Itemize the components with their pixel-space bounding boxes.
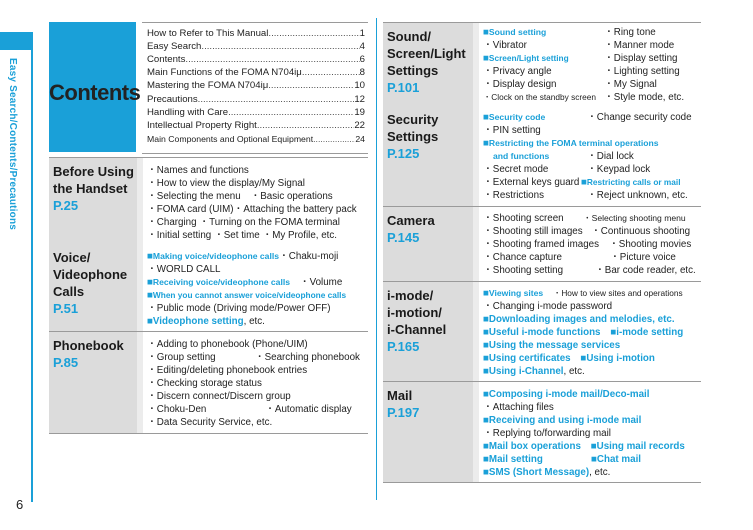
topic-line: ・Group setting ・Searching phonebook: [147, 352, 360, 363]
topic-line: ■Receiving voice/videophone calls ・Volume: [147, 277, 343, 288]
topic-line: ・FOMA card (UIM)・Attaching the battery pack: [147, 204, 357, 215]
topic-line: and functions: [493, 151, 550, 161]
topic-line: ・Clock on the standby screen: [483, 92, 596, 102]
topic-line: ・Editing/deleting phonebook entries: [147, 365, 308, 376]
toc-item[interactable]: How to Refer to This Manual ..... 1: [147, 28, 365, 40]
section-body: [473, 106, 701, 206]
section-page-link: P.85: [53, 355, 79, 370]
topic-line: ・Adding to phonebook (Phone/UIM): [147, 339, 308, 350]
topic-line: ■Videophone setting, etc.: [147, 316, 265, 327]
topic-line: ■When you cannot answer voice/videophone calls: [147, 290, 347, 301]
topic-line: ■Downloading images and melodies, etc.: [483, 314, 675, 325]
topic-line: ・Replying to/forwarding mail: [483, 428, 611, 439]
section-page-link: P.145: [387, 230, 420, 245]
section-label[interactable]: i-mode/ i-motion/ i-Channel P.165: [383, 282, 473, 381]
section-body: [473, 282, 701, 381]
section-body: [137, 244, 368, 331]
topic-line: ・Choku-Den ・Automatic display: [147, 404, 352, 415]
side-tab-line: [31, 32, 33, 502]
topic-line: ・Public mode (Driving mode/Power OFF): [147, 303, 331, 314]
topic-line: ■Using certificates ■Using i-motion: [483, 353, 655, 364]
topic-line: ・Shooting movies: [609, 239, 692, 250]
topic-line: ■Mail box operations ■Using mail records: [483, 441, 685, 452]
section-mail: [383, 382, 701, 483]
topic-line: ・Reject unknown, etc.: [587, 190, 688, 201]
toc-item[interactable]: Precautions ..... 12: [147, 94, 365, 106]
toc-item[interactable]: Contents ..... 6: [147, 54, 365, 66]
topic-line: ・Display design: [483, 79, 557, 90]
topic-line: ■Using i-Channel, etc.: [483, 366, 585, 377]
toc-item[interactable]: Intellectual Property Right ..... 22: [147, 120, 365, 132]
section-phonebook: [49, 332, 368, 434]
topic-line: ・Chance capture: [483, 252, 562, 263]
section-security-settings: [383, 106, 701, 207]
topic-line: ・Keypad lock: [587, 164, 651, 175]
toc-item[interactable]: Main Components and Optional Equipment ..... 24: [147, 133, 365, 145]
topic-line: ・Vibrator: [483, 40, 527, 51]
topic-line: ・Data Security Service, etc.: [147, 417, 273, 428]
section-before-using: [49, 157, 368, 245]
topic-line: ・External keys guard: [483, 177, 580, 188]
section-label[interactable]: Voice/ Videophone Calls P.51: [49, 244, 137, 331]
topic-line: ■Viewing sites ・How to view sites and operations: [483, 288, 683, 299]
section-page-link: P.101: [387, 80, 420, 95]
toc-item[interactable]: Handling with Care ..... 19: [147, 107, 365, 119]
section-label[interactable]: Phonebook P.85: [49, 332, 137, 433]
toc-item[interactable]: Easy Search ..... 4: [147, 41, 365, 53]
topic-line: ・Selecting the menu ・Basic operations: [147, 191, 333, 202]
topic-line: ■Composing i-mode mail/Deco-mail: [483, 389, 650, 400]
toc-item[interactable]: Main Functions of the FOMA N704iμ ..... 8: [147, 67, 365, 79]
section-body: [473, 207, 701, 281]
contents-title: Contents: [49, 80, 141, 105]
topic-line: ・Shooting setting: [483, 265, 564, 276]
section-body: [137, 332, 368, 433]
topic-line: ■SMS (Short Message), etc.: [483, 467, 611, 478]
page-number: 6: [16, 497, 24, 512]
section-page-link: P.125: [387, 146, 420, 161]
topic-line: ・Attaching files: [483, 402, 554, 413]
toc-item[interactable]: Mastering the FOMA N704iμ ..... 10: [147, 80, 365, 92]
topic-line: ・PIN setting: [483, 125, 541, 136]
side-tab-marker: [0, 32, 31, 50]
topic-line: ・Lighting setting: [604, 66, 680, 77]
section-label[interactable]: Mail P.197: [383, 382, 473, 482]
topic-line: ・Manner mode: [604, 40, 675, 51]
topic-line: ・Secret mode: [483, 164, 549, 175]
section-body: [473, 382, 701, 482]
topic-line: ・Bar code reader, etc.: [595, 265, 696, 276]
topic-line: ■Useful i-mode functions ■i-mode setting: [483, 327, 684, 338]
section-label[interactable]: Sound/ Screen/Light Settings P.101: [383, 23, 473, 106]
topic-line: ・Display setting: [604, 53, 678, 64]
topic-line: ・How to view the display/My Signal: [147, 178, 305, 189]
topic-line: ■Sound setting: [483, 27, 547, 38]
section-imode: [383, 282, 701, 382]
side-tab-label: Easy Search/Contents/Precautions: [7, 58, 18, 231]
topic-line: ・Continuous shooting: [591, 226, 691, 237]
topic-line: ■Receiving and using i-mode mail: [483, 415, 642, 426]
topic-line: ・Restrictions: [483, 190, 544, 201]
topic-line: ・Names and functions: [147, 165, 249, 176]
section-label[interactable]: Security Settings P.125: [383, 106, 473, 206]
topic-line: ■Using the message services: [483, 340, 621, 351]
topic-line: ・Shooting framed images: [483, 239, 599, 250]
contents-header-bar: [49, 22, 136, 45]
topic-line: ・Discern connect/Discern group: [147, 391, 291, 402]
topic-line: ■Restricting calls or mail: [581, 177, 681, 188]
topic-line: ■Mail setting: [483, 454, 543, 465]
column-divider: [376, 18, 377, 500]
topic-line: ・Checking storage status: [147, 378, 262, 389]
topic-line: ・Shooting still images: [483, 226, 583, 237]
topic-line: ・Ring tone: [604, 27, 656, 38]
section-label[interactable]: Before Using the Handset P.25: [49, 158, 137, 244]
section-body: [473, 23, 701, 106]
section-page-link: P.165: [387, 339, 420, 354]
topic-line: ・Style mode, etc.: [604, 92, 685, 103]
topic-line: ■Making voice/videophone calls・Chaku-moji: [147, 251, 339, 262]
section-camera: [383, 207, 701, 282]
topic-line: ・WORLD CALL: [147, 264, 221, 275]
topic-line: ■Screen/Light setting: [483, 53, 569, 64]
section-page-link: P.51: [53, 301, 79, 316]
topic-line: ■Security code: [483, 112, 546, 123]
topic-line: ■Chat mail: [591, 454, 642, 465]
topic-line: ・Changing i-mode password: [483, 301, 613, 312]
section-page-link: P.197: [387, 405, 420, 420]
topic-line: ・Shooting screen: [483, 213, 564, 224]
topic-line: ・Dial lock: [587, 151, 634, 162]
section-sound-screen-settings: [383, 22, 701, 107]
section-page-link: P.25: [53, 198, 79, 213]
topic-line: ・Privacy angle: [483, 66, 552, 77]
table-of-contents: [142, 22, 368, 154]
topic-line: ・Initial setting ・Set time ・My Profile, etc.: [147, 230, 338, 241]
topic-line: ■Restricting the FOMA terminal operations: [483, 138, 659, 149]
topic-line: ・My Signal: [604, 79, 657, 90]
section-label[interactable]: Camera P.145: [383, 207, 473, 281]
topic-line: ・Charging ・Turning on the FOMA terminal: [147, 217, 340, 228]
section-body: [137, 158, 368, 244]
section-voice-calls: [49, 244, 368, 332]
topic-line: ・Picture voice: [610, 252, 676, 263]
topic-line: ・Selecting shooting menu: [583, 213, 686, 223]
topic-line: ・Change security code: [587, 112, 692, 123]
